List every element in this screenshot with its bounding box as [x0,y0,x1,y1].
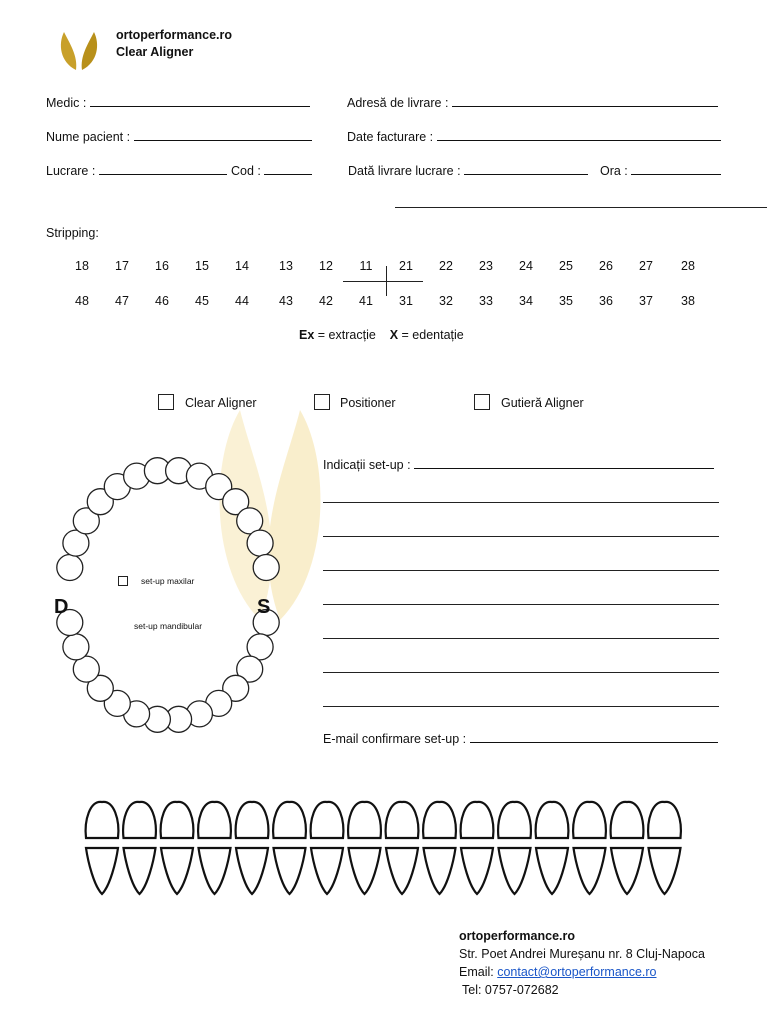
golden-leaves-icon [54,28,104,74]
lower-tooth-icon [86,848,118,894]
tooth-number[interactable]: 46 [155,294,169,308]
positioner-label: Positioner [340,396,396,410]
tooth-shape[interactable] [57,555,83,581]
email-link[interactable]: contact@ortoperformance.ro [497,965,657,979]
midline-horizontal [343,281,423,282]
tooth-number[interactable]: 18 [75,259,89,273]
indications-line[interactable] [323,638,719,639]
tooth-number[interactable]: 42 [319,294,333,308]
right-side-label: D [54,596,69,618]
upper-tooth-icon [236,802,269,838]
header-product: Clear Aligner [116,45,194,59]
clear-aligner-label: Clear Aligner [185,396,257,410]
upper-tooth-icon [198,802,231,838]
lower-tooth-icon [311,848,343,894]
setup-maxilar-checkbox[interactable] [118,576,128,586]
tooth-number[interactable]: 43 [279,294,293,308]
billing-field[interactable]: Date facturare : [347,128,721,144]
lower-tooth-icon [611,848,643,894]
tooth-shape[interactable] [63,634,89,660]
tooth-number[interactable]: 17 [115,259,129,273]
tooth-number[interactable]: 33 [479,294,493,308]
upper-tooth-icon [311,802,344,838]
upper-tooth-icon [536,802,569,838]
tooth-number[interactable]: 36 [599,294,613,308]
work-field[interactable]: Lucrare : [46,162,227,178]
upper-tooth-icon [573,802,606,838]
indications-line[interactable] [323,706,719,707]
upper-tooth-icon [498,802,531,838]
lower-tooth-icon [536,848,568,894]
upper-tooth-icon [161,802,194,838]
tooth-number[interactable]: 22 [439,259,453,273]
footer-phone: Tel: 0757-072682 [462,983,559,997]
midline-vertical [386,266,387,296]
address-field[interactable]: Adresă de livrare : [347,94,718,110]
upper-tooth-icon [348,802,381,838]
hour-field[interactable]: Ora : [600,162,721,178]
lower-tooth-icon [199,848,231,894]
tooth-number[interactable]: 48 [75,294,89,308]
tooth-number[interactable]: 13 [279,259,293,273]
tooth-number[interactable]: 41 [359,294,373,308]
upper-tooth-icon [461,802,494,838]
upper-tooth-icon [386,802,419,838]
delivery-date-field[interactable]: Dată livrare lucrare : [348,162,588,178]
medic-field[interactable]: Medic : [46,94,310,110]
lower-tooth-icon [236,848,268,894]
indications-line[interactable] [323,536,719,537]
tooth-number[interactable]: 35 [559,294,573,308]
footer-address: Str. Poet Andrei Mureșanu nr. 8 Cluj-Napoca [459,947,705,961]
setup-mandibular-label: set-up mandibular [134,621,203,631]
lower-tooth-icon [649,848,681,894]
tooth-number[interactable]: 45 [195,294,209,308]
tooth-number[interactable]: 27 [639,259,653,273]
tooth-number[interactable]: 44 [235,294,249,308]
indications-field[interactable]: Indicații set-up : [323,456,714,472]
indications-line[interactable] [323,604,719,605]
upper-tooth-icon [423,802,456,838]
left-side-label: S [257,596,271,618]
lower-tooth-icon [574,848,606,894]
header-site: ortoperformance.ro [116,28,232,42]
upper-tooth-icon [611,802,644,838]
tooth-number[interactable]: 32 [439,294,453,308]
tooth-number[interactable]: 15 [195,259,209,273]
indications-line[interactable] [323,502,719,503]
setup-maxilar-label: set-up maxilar [141,576,195,586]
stripping-label: Stripping: [46,226,99,240]
lower-tooth-icon [161,848,193,894]
lower-tooth-icon [386,848,418,894]
indications-line[interactable] [323,570,719,571]
tooth-number[interactable]: 38 [681,294,695,308]
tooth-shape[interactable] [253,555,279,581]
legend: Ex = extracție X = edentație [299,328,464,342]
tooth-number[interactable]: 37 [639,294,653,308]
lower-tooth-icon [424,848,456,894]
indications-line[interactable] [323,672,719,673]
tooth-number[interactable]: 23 [479,259,493,273]
footer-name: ortoperformance.ro [459,929,575,943]
tooth-shape[interactable] [247,530,273,556]
tooth-number[interactable]: 26 [599,259,613,273]
gutiera-checkbox[interactable] [474,394,490,410]
upper-tooth-icon [123,802,156,838]
separator-line [395,207,767,208]
upper-tooth-icon [648,802,681,838]
lower-tooth-icon [124,848,156,894]
patient-field[interactable]: Nume pacient : [46,128,312,144]
tooth-number[interactable]: 25 [559,259,573,273]
tooth-number[interactable]: 12 [319,259,333,273]
tooth-number[interactable]: 34 [519,294,533,308]
lower-tooth-icon [349,848,381,894]
upper-tooth-icon [273,802,306,838]
tooth-number[interactable]: 14 [235,259,249,273]
code-field[interactable]: Cod : [231,162,312,178]
email-confirm-field[interactable]: E-mail confirmare set-up : [323,730,718,746]
teeth-illustration [76,790,692,900]
dental-arch-chart [48,450,288,750]
clear-aligner-checkbox[interactable] [158,394,174,410]
tooth-number[interactable]: 47 [115,294,129,308]
footer-email: Email: contact@ortoperformance.ro [459,965,657,979]
tooth-number[interactable]: 31 [399,294,413,308]
gutiera-label: Gutieră Aligner [501,396,584,410]
tooth-number[interactable]: 28 [681,259,695,273]
tooth-number[interactable]: 11 [359,259,373,273]
tooth-number[interactable]: 21 [399,259,413,273]
positioner-checkbox[interactable] [314,394,330,410]
lower-tooth-icon [274,848,306,894]
tooth-number[interactable]: 16 [155,259,169,273]
lower-tooth-icon [461,848,493,894]
upper-tooth-icon [86,802,119,838]
tooth-number[interactable]: 24 [519,259,533,273]
lower-tooth-icon [499,848,531,894]
